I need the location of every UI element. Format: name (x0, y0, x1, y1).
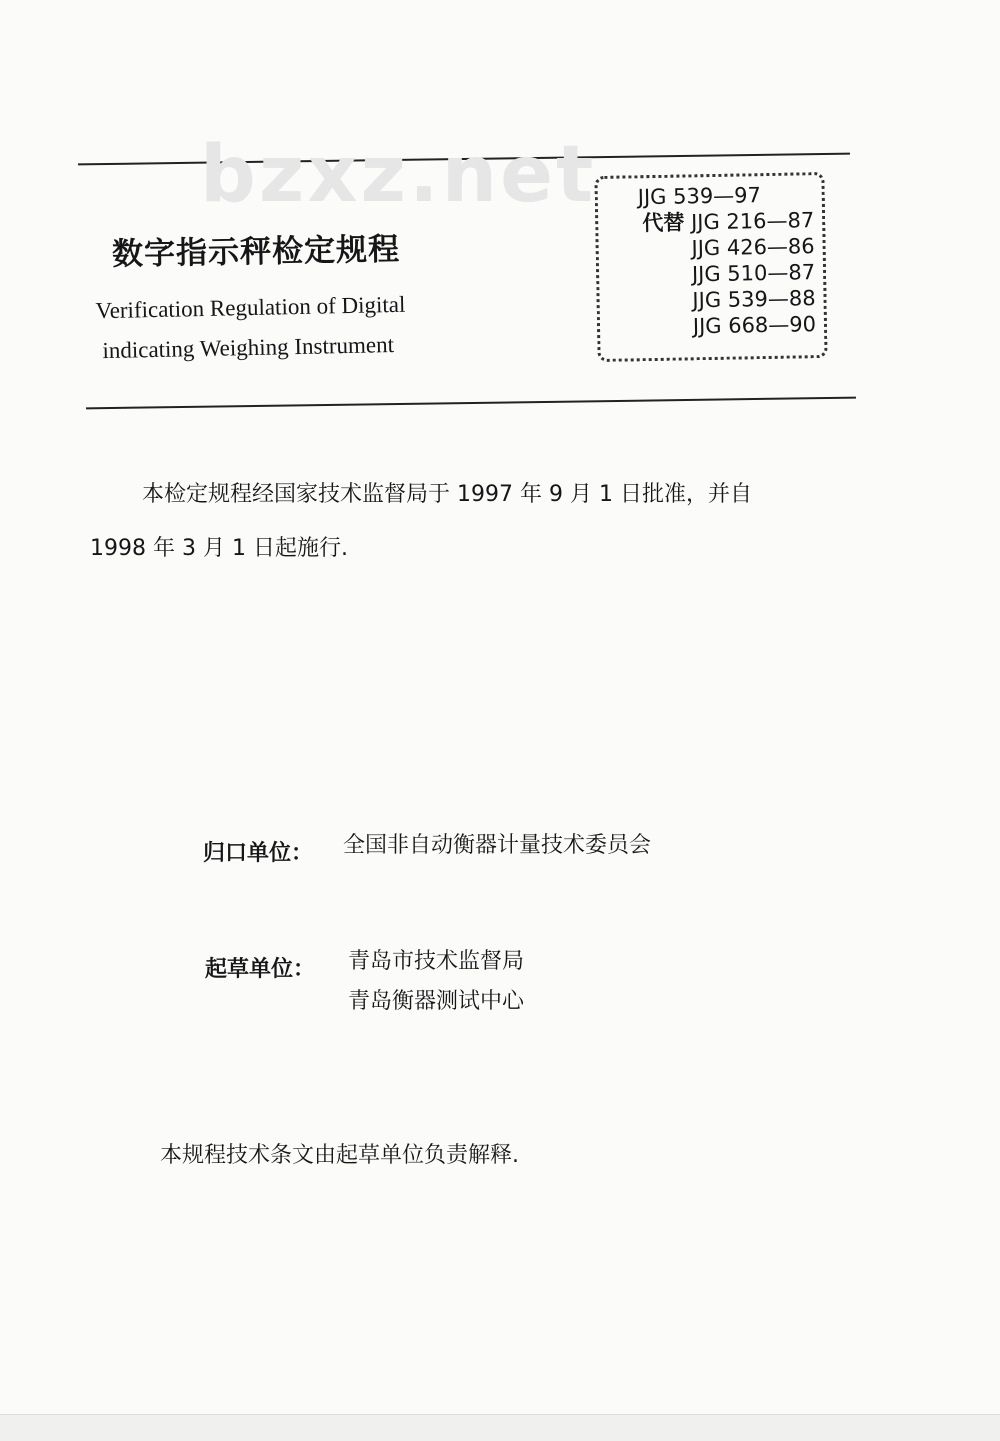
responsible-unit-label: 归口单位： (203, 841, 314, 866)
drafting-unit-label: 起草单位： (205, 957, 316, 982)
stamp-replaced-code: JJG 539—88 (692, 286, 816, 313)
drafting-unit-2: 青岛衡器测试中心 (348, 989, 525, 1014)
approval-line-2: 1998 年 3 月 1 日起施行. (90, 536, 348, 561)
stamp-replaced-code: JJG 216—87 (690, 208, 815, 235)
title-chinese: 数字指示秤检定规程 (111, 231, 401, 273)
responsible-unit-value: 全国非自动衡器计量技术委员会 (343, 833, 652, 858)
stamp-replaced-code: JJG 668—90 (692, 312, 817, 339)
stamp-replaced-code: JJG 426—86 (691, 234, 815, 261)
interpretation-note: 本规程技术条文由起草单位负责解释. (160, 1143, 519, 1168)
scan-edge-artifact (0, 1414, 1000, 1441)
approval-line-1: 本检定规程经国家技术监督局于 1997 年 9 月 1 日批准，并自 (142, 482, 752, 507)
stamp-replaced-row-1 (608, 207, 814, 237)
title-english (95, 285, 406, 371)
stamp-replaced-code: JJG 510—87 (691, 260, 816, 287)
watermark: bzxz.net (200, 130, 597, 220)
title-english-line-1: Verification Regulation of Digital (95, 291, 406, 324)
replacement-stamp (594, 172, 827, 362)
drafting-unit-1: 青岛市技术监督局 (348, 949, 525, 974)
stamp-replace-prefix: 代替 (642, 210, 685, 236)
approval-statement (90, 468, 870, 576)
bottom-rule (86, 397, 856, 410)
title-english-line-2: indicating Weighing Instrument (102, 332, 395, 364)
stamp-current-code: JJG 539—97 (637, 183, 762, 210)
